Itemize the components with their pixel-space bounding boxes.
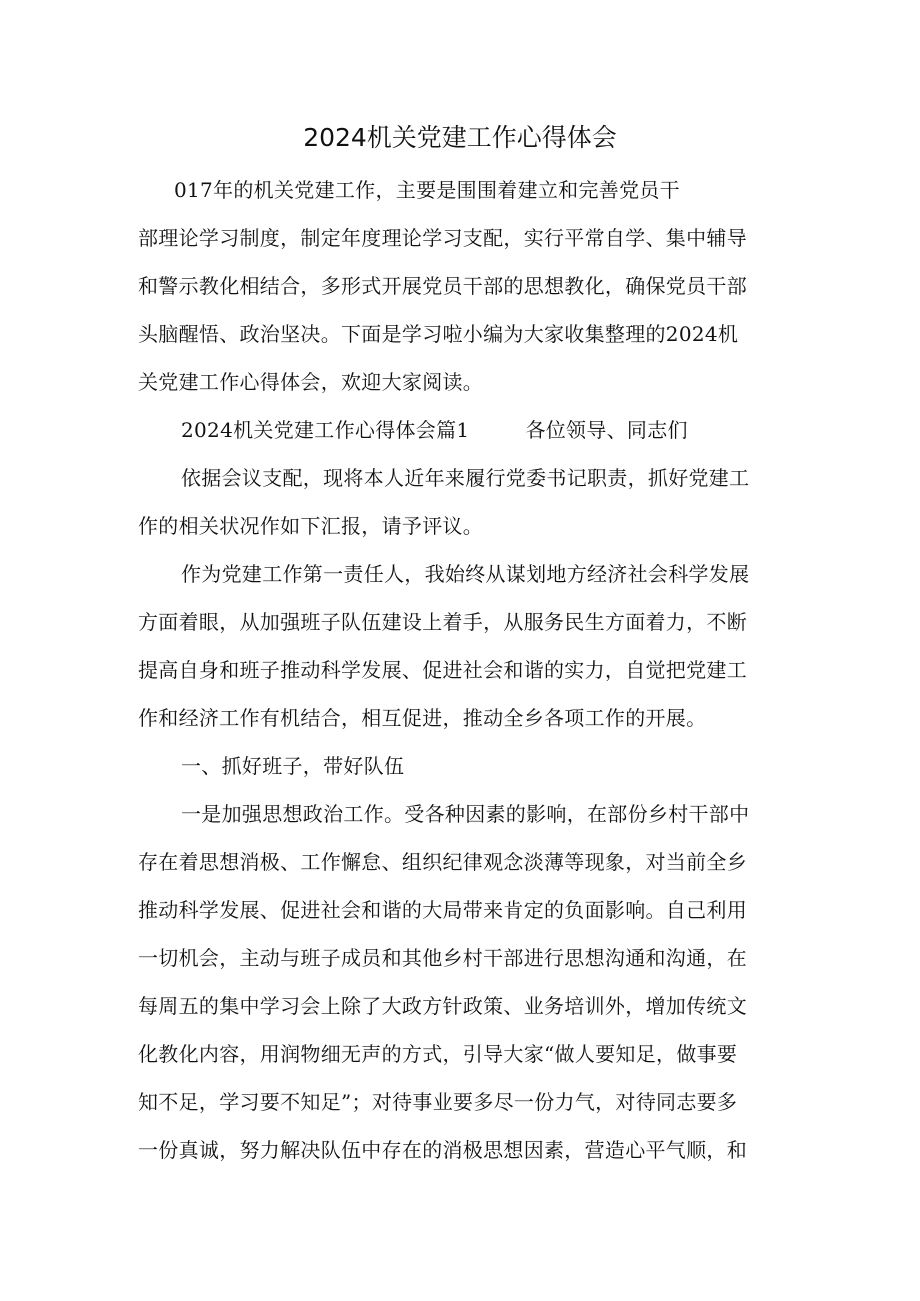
paragraph-line: 知不足，学习要不知足”；对待事业要多尽一份力气，对待同志要多 xyxy=(138,1090,738,1114)
section-heading: 2024机关党建工作心得体会篇1 xyxy=(181,418,470,442)
paragraph-line: 关党建工作心得体会，欢迎大家阅读。 xyxy=(138,370,484,394)
paragraph-line: 头脑醒悟、政治坚决。下面是学习啦小编为大家收集整理的2024机 xyxy=(138,322,739,346)
paragraph-line: 017年的机关党建工作，主要是围围着建立和完善党员干 xyxy=(174,178,680,202)
paragraph-line: 方面着眼，从加强班子队伍建设上着手，从服务民生方面着力，不断 xyxy=(138,610,747,634)
paragraph-line: 一份真诚，努力解决队伍中存在的消极思想因素，营造心平气顺，和 xyxy=(138,1138,747,1162)
paragraph-line: 存在着思想消极、工作懈怠、组织纪律观念淡薄等现象，对当前全乡 xyxy=(138,850,747,874)
paragraph-line: 作的相关状况作如下汇报，请予评议。 xyxy=(138,514,484,538)
subheading-line: 一、抓好班子，带好队伍 xyxy=(181,754,405,778)
paragraph-line: 依据会议支配，现将本人近年来履行党委书记职责，抓好党建工 xyxy=(181,466,750,490)
paragraph-line: 提高自身和班子推动科学发展、促进社会和谐的实力，自觉把党建工 xyxy=(138,658,747,682)
paragraph-line: 推动科学发展、促进社会和谐的大局带来肯定的负面影响。自己利用 xyxy=(138,898,747,922)
paragraph-line: 作和经济工作有机结合，相互促进，推动全乡各项工作的开展。 xyxy=(138,706,707,730)
paragraph-line: 一切机会，主动与班子成员和其他乡村干部进行思想沟通和沟通，在 xyxy=(138,946,747,970)
section-heading-line xyxy=(138,406,788,454)
paragraph-line: 每周五的集中学习会上除了大政方针政策、业务培训外，增加传统文 xyxy=(138,994,747,1018)
paragraph-line: 一是加强思想政治工作。受各种因素的影响，在部份乡村干部中 xyxy=(181,802,750,826)
salutation: 各位领导、同志们 xyxy=(525,418,688,442)
paragraph-line: 部理论学习制度，制定年度理论学习支配，实行平常自学、集中辅导 xyxy=(138,226,747,250)
document-title: 2024机关党建工作心得体会 xyxy=(303,123,617,152)
document-body xyxy=(138,166,788,1174)
paragraph-line: 作为党建工作第一责任人，我始终从谋划地方经济社会科学发展 xyxy=(181,562,750,586)
paragraph-line: 化教化内容，用润物细无声的方式，引导大家“做人要知足，做事要 xyxy=(138,1042,738,1066)
paragraph-line: 和警示教化相结合，多形式开展党员干部的思想教化，确保党员干部 xyxy=(138,274,747,298)
